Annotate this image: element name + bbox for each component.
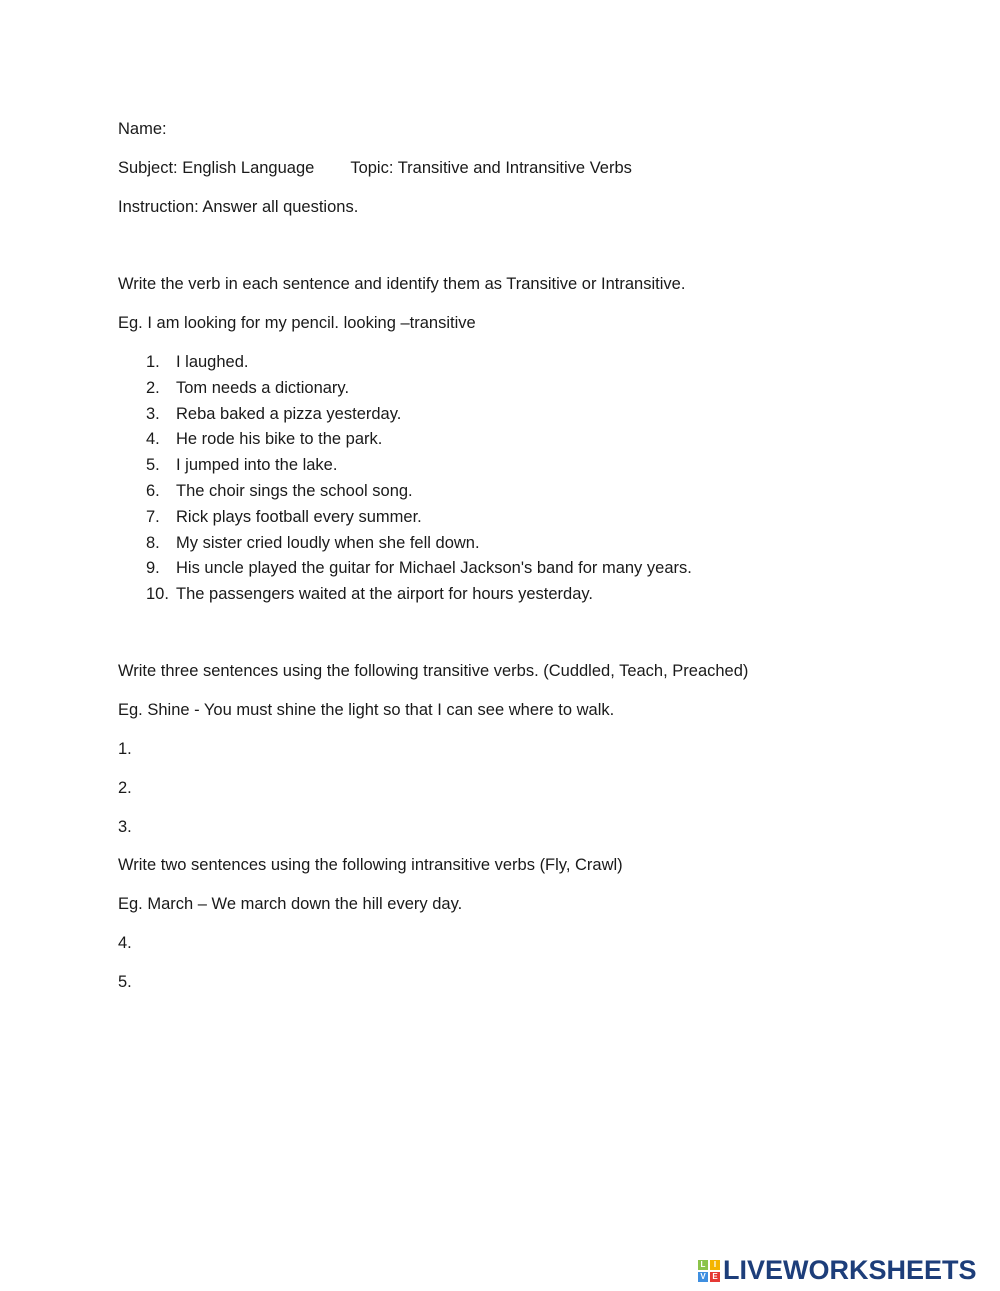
topic: Topic: Transitive and Intransitive Verbs [350,159,632,177]
item-sentence: The choir sings the school song. [176,482,413,500]
name-label: Name: [118,120,167,138]
section1-example: Eg. I am looking for my pencil. looking –transitive [118,314,476,332]
list-item [146,533,480,553]
item-sentence: I jumped into the lake. [176,456,338,475]
liveworksheets-logo [698,1255,977,1286]
list-item [146,584,593,604]
logo-cube: I [710,1260,720,1270]
item-number: 10. [146,585,169,604]
list-item [146,558,692,578]
item-sentence: The passengers waited at the airport for hours yesterday. [176,585,593,604]
item-sentence: Reba baked a pizza yesterday. [176,404,402,423]
section2-example: Eg. Shine - You must shine the light so that I can see where to walk. [118,701,615,719]
item-sentence: My sister cried loudly when she fell down. [176,533,480,552]
section2-instruction: Write three sentences using the following transitive verbs. (Cuddled, Teach, Preached) [118,662,749,680]
list-item [146,404,401,424]
list-item [146,455,337,475]
answer-blank-4[interactable]: 4. [118,934,132,952]
item-sentence: He rode his bike to the park. [176,430,383,449]
answer-blank-5[interactable]: 5. [118,973,132,991]
answer-blank-2[interactable]: 2. [118,779,132,797]
answer-blank-3[interactable]: 3. [118,818,132,836]
logo-text: LIVEWORKSHEETS [723,1255,977,1285]
list-item [146,481,413,501]
list-item [146,352,248,372]
item-sentence: I laughed. [176,353,249,371]
item-number: 8. [146,533,160,552]
list-item [146,429,382,449]
section3-example: Eg. March – We march down the hill every day. [118,895,463,913]
item-number: 1. [146,353,160,371]
list-item [146,507,422,527]
item-sentence: His uncle played the guitar for Michael Jackson's band for many years. [176,559,692,578]
subject: Subject: English Language [118,159,315,177]
logo-cube: V [698,1272,708,1282]
logo-cubes-icon [698,1260,720,1282]
item-number: 6. [146,482,160,500]
item-number: 3. [146,404,160,423]
logo-cube: E [710,1272,720,1282]
answer-blank-1[interactable]: 1. [118,740,132,758]
item-sentence: Rick plays football every summer. [176,507,422,526]
item-number: 2. [146,378,160,397]
item-number: 4. [146,430,160,449]
item-number: 5. [146,456,160,475]
item-number: 9. [146,559,160,578]
instruction: Instruction: Answer all questions. [118,198,359,216]
item-number: 7. [146,507,160,526]
logo-cube: L [698,1260,708,1270]
section3-instruction: Write two sentences using the following intransitive verbs (Fly, Crawl) [118,856,623,874]
section1-instruction: Write the verb in each sentence and identify them as Transitive or Intransitive. [118,275,686,293]
list-item [146,378,349,398]
item-sentence: Tom needs a dictionary. [176,378,350,397]
subject-topic-line [118,158,632,178]
